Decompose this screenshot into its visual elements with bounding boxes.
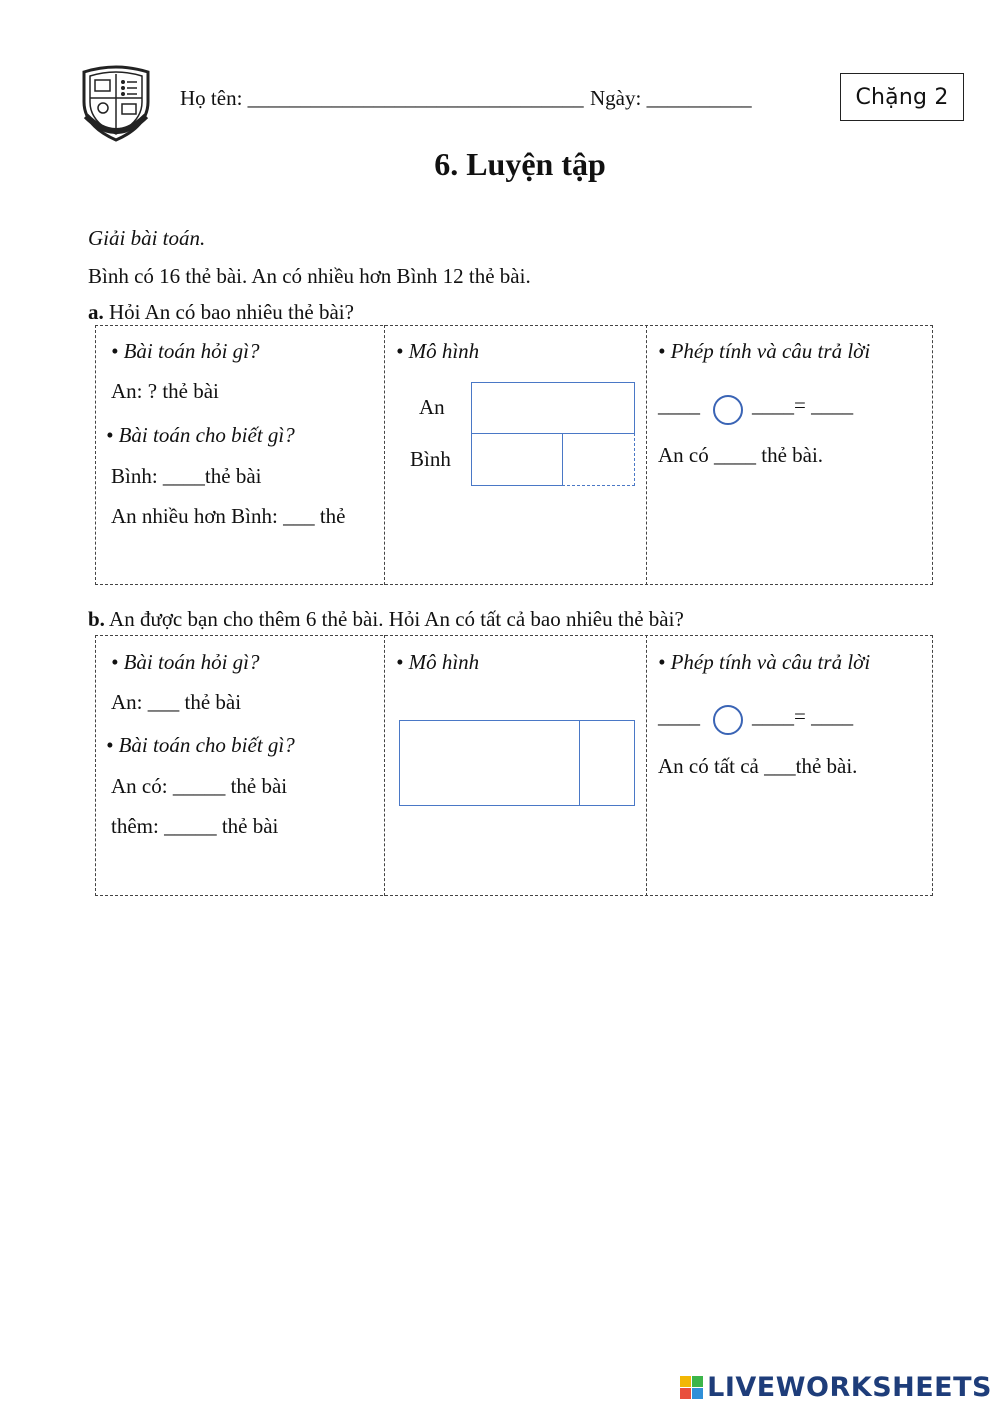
part-a-ask-heading: • Bài toán hỏi gì? bbox=[111, 339, 260, 363]
part-a-operand-result[interactable]: ____= ____ bbox=[752, 393, 854, 417]
part-b-operand-1[interactable]: ____ bbox=[658, 704, 700, 728]
part-b-know-line-1[interactable]: An có: _____ thẻ bài bbox=[111, 774, 288, 798]
part-a-operand-1[interactable]: ____ bbox=[658, 393, 700, 417]
watermark-text: LIVEWORKSHEETS bbox=[707, 1372, 992, 1403]
part-a-ask-line: An: ? thẻ bài bbox=[111, 379, 219, 403]
part-a-know-line-1[interactable]: Bình: ____thẻ bài bbox=[111, 464, 262, 488]
part-b-ask-heading: • Bài toán hỏi gì? bbox=[111, 650, 260, 674]
liveworksheets-logo-icon bbox=[679, 1374, 705, 1402]
student-name-field[interactable]: Họ tên: ________________________________ bbox=[180, 86, 584, 110]
part-b-divider-2 bbox=[646, 635, 647, 896]
model-bar-added[interactable] bbox=[579, 720, 635, 806]
model-bar-difference[interactable] bbox=[562, 433, 635, 486]
model-label-binh: Bình bbox=[410, 447, 451, 471]
part-b-operand-result[interactable]: ____= ____ bbox=[752, 704, 854, 728]
part-a-marker: a. bbox=[88, 300, 104, 324]
part-b-calc-heading: • Phép tính và câu trả lời bbox=[658, 650, 871, 674]
stage-badge: Chặng 2 bbox=[840, 73, 964, 121]
problem-statement: Bình có 16 thẻ bài. An có nhiều hơn Bình 12 thẻ bài. bbox=[88, 264, 531, 288]
instruction-text: Giải bài toán. bbox=[88, 226, 206, 250]
part-a-know-heading: • Bài toán cho biết gì? bbox=[106, 423, 295, 447]
part-a-answer[interactable]: An có ____ thẻ bài. bbox=[658, 443, 824, 467]
part-b-know-line-2[interactable]: thêm: _____ thẻ bài bbox=[111, 814, 279, 838]
liveworksheets-watermark bbox=[679, 1372, 992, 1403]
part-b-model-heading: • Mô hình bbox=[396, 650, 480, 674]
model-bar-an[interactable] bbox=[471, 382, 635, 434]
part-a-question-text: Hỏi An có bao nhiêu thẻ bài? bbox=[103, 300, 354, 324]
model-label-an: An bbox=[419, 395, 445, 419]
school-crest-logo bbox=[76, 64, 156, 142]
part-b-operator-circle[interactable] bbox=[713, 705, 743, 735]
part-a-calc-heading: • Phép tính và câu trả lời bbox=[658, 339, 871, 363]
model-bar-an-has[interactable] bbox=[399, 720, 580, 806]
part-b-question-text: An được bạn cho thêm 6 thẻ bài. Hỏi An có tất cả bao nhiêu thẻ bài? bbox=[104, 607, 684, 631]
part-b-divider-1 bbox=[384, 635, 385, 896]
part-a-model-heading: • Mô hình bbox=[396, 339, 480, 363]
part-a-question bbox=[88, 300, 354, 325]
part-b-know-heading: • Bài toán cho biết gì? bbox=[106, 733, 295, 757]
date-field[interactable]: Ngày: __________ bbox=[590, 86, 752, 110]
part-a-know-line-2[interactable]: An nhiều hơn Bình: ___ thẻ bbox=[111, 504, 346, 528]
part-a-operator-circle[interactable] bbox=[713, 395, 743, 425]
part-b-marker: b. bbox=[88, 607, 105, 631]
part-b-answer[interactable]: An có tất cả ___thẻ bài. bbox=[658, 754, 858, 778]
page-title: 6. Luyện tập bbox=[434, 146, 606, 182]
model-bar-binh[interactable] bbox=[471, 433, 563, 486]
part-a-divider-2 bbox=[646, 325, 647, 585]
part-a-divider-1 bbox=[384, 325, 385, 585]
part-b-ask-line[interactable]: An: ___ thẻ bài bbox=[111, 690, 242, 714]
part-b-question bbox=[88, 607, 684, 632]
